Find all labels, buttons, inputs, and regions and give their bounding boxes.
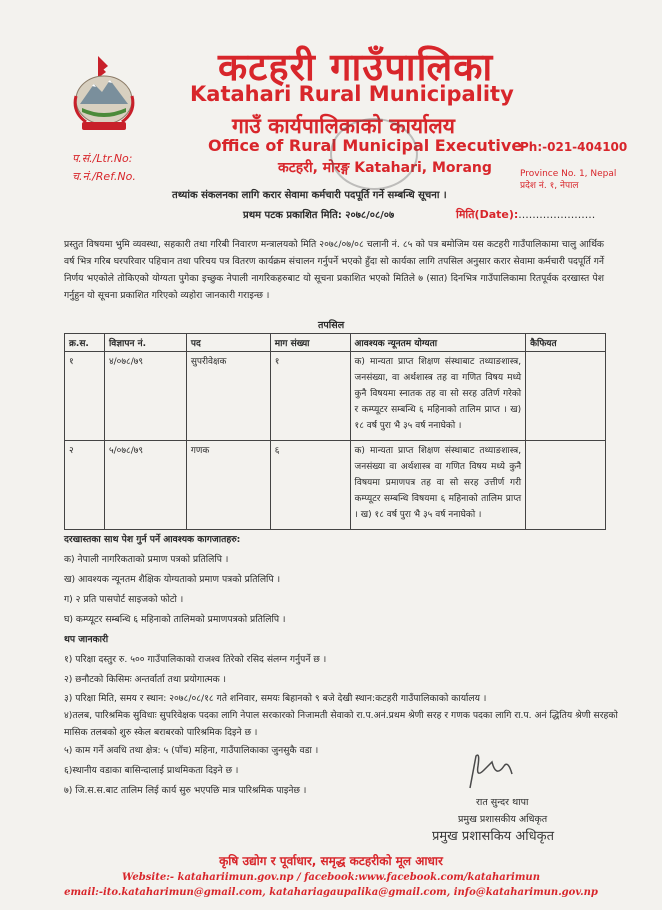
list-item: ख) आवश्यक न्यूनतम शैक्षिक योग्यताको प्रमाण पत्रको प्रतिलिपि ।	[64, 574, 281, 585]
documents-section	[64, 530, 624, 801]
signatory-name: रात सुन्दर थापा	[476, 797, 529, 808]
notice-paragraph: प्रस्तुत विषयमा भुमि व्यवस्था, सहकारी तथा गरिबी निवारण मन्त्रालयको मिति २०७८/०७/०८ चलानी नं. ८५ को पत्र बमोजिम यस कटहरी गाउँपालिकामा चालु आर्थिक वर्ष भित्र गरिब घरपरिवार पहिचान तथा परिचय पत्र वितरण कार्यक्रम संचालन गर्नुपर्ने भएको हुँदा सो कार्यका लागि तपसिल अनुसार करार सेवामा कर्मचारी पदपूर्ति गर्ने निर्णय भएकोले तोकिएको योग्यता पुगेका इच्छुक नेपाली नागरिकहरुबाट यो सूचना प्रकाशित भएको मितिले ७ (सात) दिनभित्र गाउँपालिकामा रितपूर्वक दरखास्त पेश गर्नुहुन यो सूचना प्रकाशित गरिएको व्यहोरा जानकारी गराइन्छ ।	[64, 239, 604, 301]
cell-qual: क) मान्यता प्राप्त शिक्षण संस्थाबाट तथ्याङशास्त्र, जनसंख्या वा अर्थशास्त्र वा गणित विषय मध्ये कुनै विषयमा प्रमाणपत्र तह वा सो सरह उत्तीर्ण गरी कम्प्यूटर सम्बन्धि विषयमा ६ महिनाको तालिम प्राप्त । ख) १८ वर्ष पुरा भै ३५ वर्ष ननाघेको ।	[350, 441, 526, 530]
col-header-remark: कैफियत	[526, 334, 606, 352]
cell-sn: २	[65, 441, 105, 530]
cell-sn: १	[65, 352, 105, 441]
col-header-count: माग संख्या	[270, 334, 350, 352]
cell-qual: क) मान्यता प्राप्त शिक्षण संस्थाबाट तथ्याङशास्त्र, जनसंख्या, वा अर्थशास्त्र तह वा गणित विषय मध्ये कुनै विषयमा स्नातक तह वा सो सरह उतिर्ण गरेको र कम्प्यूटर सम्बन्धि ६ महिनाको तालिम प्राप्त । ख) १८ वर्ष पुरा भै ३५ वर्ष ननाघेको ।	[350, 352, 526, 441]
col-header-sn: क्र.स.	[65, 334, 105, 352]
list-item: ७) जि.स.स.बाट तालिम लिई कार्य सुरु भएपछि मात्र पारिश्रमिक पाइनेछ ।	[64, 785, 307, 796]
phone-number: Ph:-021-404100	[520, 140, 628, 154]
cell-remark	[526, 441, 606, 530]
list-item: ४)तलब, पारिश्रमिक सुविधाः सुपरिवेक्षक पदका लागि नेपाल सरकारको निजामती सेवाको रा.प.अनं.प्रथम श्रेणी सरह र गणक पदका लागि रा.प. अनं द्धितिय श्रेणी सरहको मासिक तलबको शुरु स्केल बराबरको पारिश्रमिक दिइने छ ।	[64, 710, 618, 738]
province-np: प्रदेश नं. १, नेपाल	[520, 181, 579, 191]
office-title-en: Office of Rural Municipal Executive	[208, 136, 523, 155]
list-item: ग) २ प्रति पासपोर्ट साइजको फोटो ।	[64, 594, 184, 605]
table-row	[65, 352, 606, 441]
cell-remark	[526, 352, 606, 441]
footer-slogan: कृषि उद्योग र पूर्वाधार, समृद्ध कटहरीको मूल आधार	[219, 854, 443, 868]
table-header-row	[65, 334, 606, 352]
col-header-adv: विज्ञापन नं.	[104, 334, 186, 352]
footer-website: Website:- katahariimun.gov.np / facebook:www.facebook.com/kataharimun	[122, 872, 540, 883]
cell-adv: ५/०७८/७९	[104, 441, 186, 530]
list-item: १) परिक्षा दस्तुर रु. ५०० गाउँपालिकाको राजश्व तिरेको रसिद संलग्न गर्नुपर्ने छ ।	[64, 654, 327, 665]
info-heading: थप जानकारी	[64, 634, 109, 645]
list-item: ६)स्थानीय वडाका बासिन्दालाई प्राथमिकता दिइने छ ।	[64, 765, 239, 776]
office-title-np: गाउँ कार्यपालिकाको कार्यालय	[232, 114, 455, 138]
cell-post: सुपरीवेक्षक	[186, 352, 270, 441]
list-item: घ) कम्प्यूटर सम्बन्धि ६ महिनाको तालिमको प्रमाणपत्रको प्रतिलिपि ।	[64, 614, 286, 625]
cell-post: गणक	[186, 441, 270, 530]
vacancy-table	[64, 333, 606, 530]
col-header-post: पद	[186, 334, 270, 352]
letter-no-label: प.सं./Ltr.No:	[72, 152, 133, 165]
ref-no-label: च.नं./Ref.No.	[72, 170, 136, 183]
tapsil-heading: तपसिल	[318, 320, 345, 331]
cell-adv: ४/०७८/७९	[104, 352, 186, 441]
nepal-emblem-icon	[68, 52, 140, 136]
list-item: ५) काम गर्ने अवधि तथा क्षेत्र: ५ (पाँच) महिना, गाउँपालिकाका जुनसुकै वडा ।	[64, 745, 319, 756]
col-header-qual: आवश्यक न्यूनतम योग्यता	[350, 334, 526, 352]
footer-email: email:-ito.kataharimun@gmail.com, katahariagaupalika@gmail.com, info@kataharimun.gov.np	[64, 887, 598, 898]
office-stamp	[330, 118, 418, 190]
signatory-title: प्रमुख प्रशासकीय अधिकृत	[458, 814, 548, 825]
office-address: कटहरी, मोरङ्ग Katahari, Morang	[278, 160, 492, 176]
signature-mark	[462, 748, 522, 792]
date-dots: ......................	[518, 208, 596, 221]
list-item: २) छनौटको किसिमः अन्तर्वार्ता तथा प्रयोगात्मक ।	[64, 674, 227, 685]
municipality-title-np: कटहरी गाउँपालिका	[218, 45, 494, 89]
province-label	[520, 168, 616, 192]
notice-subject: तथ्यांक संकलनका लागि करार सेवामा कर्मचारी पदपूर्ति गर्ने सम्बन्धि सूचना ।	[172, 190, 447, 201]
documents-heading: दरखास्तका साथ पेश गुर्न पर्ने आवश्यक कागजातहरु:	[64, 534, 241, 545]
cell-count: १	[270, 352, 350, 441]
date-field	[456, 207, 595, 222]
municipality-title-en: Katahari Rural Municipality	[190, 82, 514, 106]
table-row	[65, 441, 606, 530]
cell-count: ६	[270, 441, 350, 530]
publish-date: प्रथम पटक प्रकाशित मिति: २०७८/०८/०७	[243, 210, 395, 221]
list-item: ३) परिक्षा मिति, समय र स्थान: २०७८/०८/१८ गते शनिवार, समयः बिहानको ९ बजे देखी स्थान:कटहरी गाउँपालिकाको कार्यालय ।	[64, 693, 487, 704]
list-item: क) नेपाली नागरिकताको प्रमाण पत्रको प्रतिलिपि ।	[64, 554, 229, 565]
date-label: मिति(Date):	[456, 208, 519, 221]
province-en: Province No. 1, Nepal	[520, 169, 617, 179]
signature-stamp-text: प्रमुख प्रशासकिय अधिकृत	[432, 829, 555, 844]
